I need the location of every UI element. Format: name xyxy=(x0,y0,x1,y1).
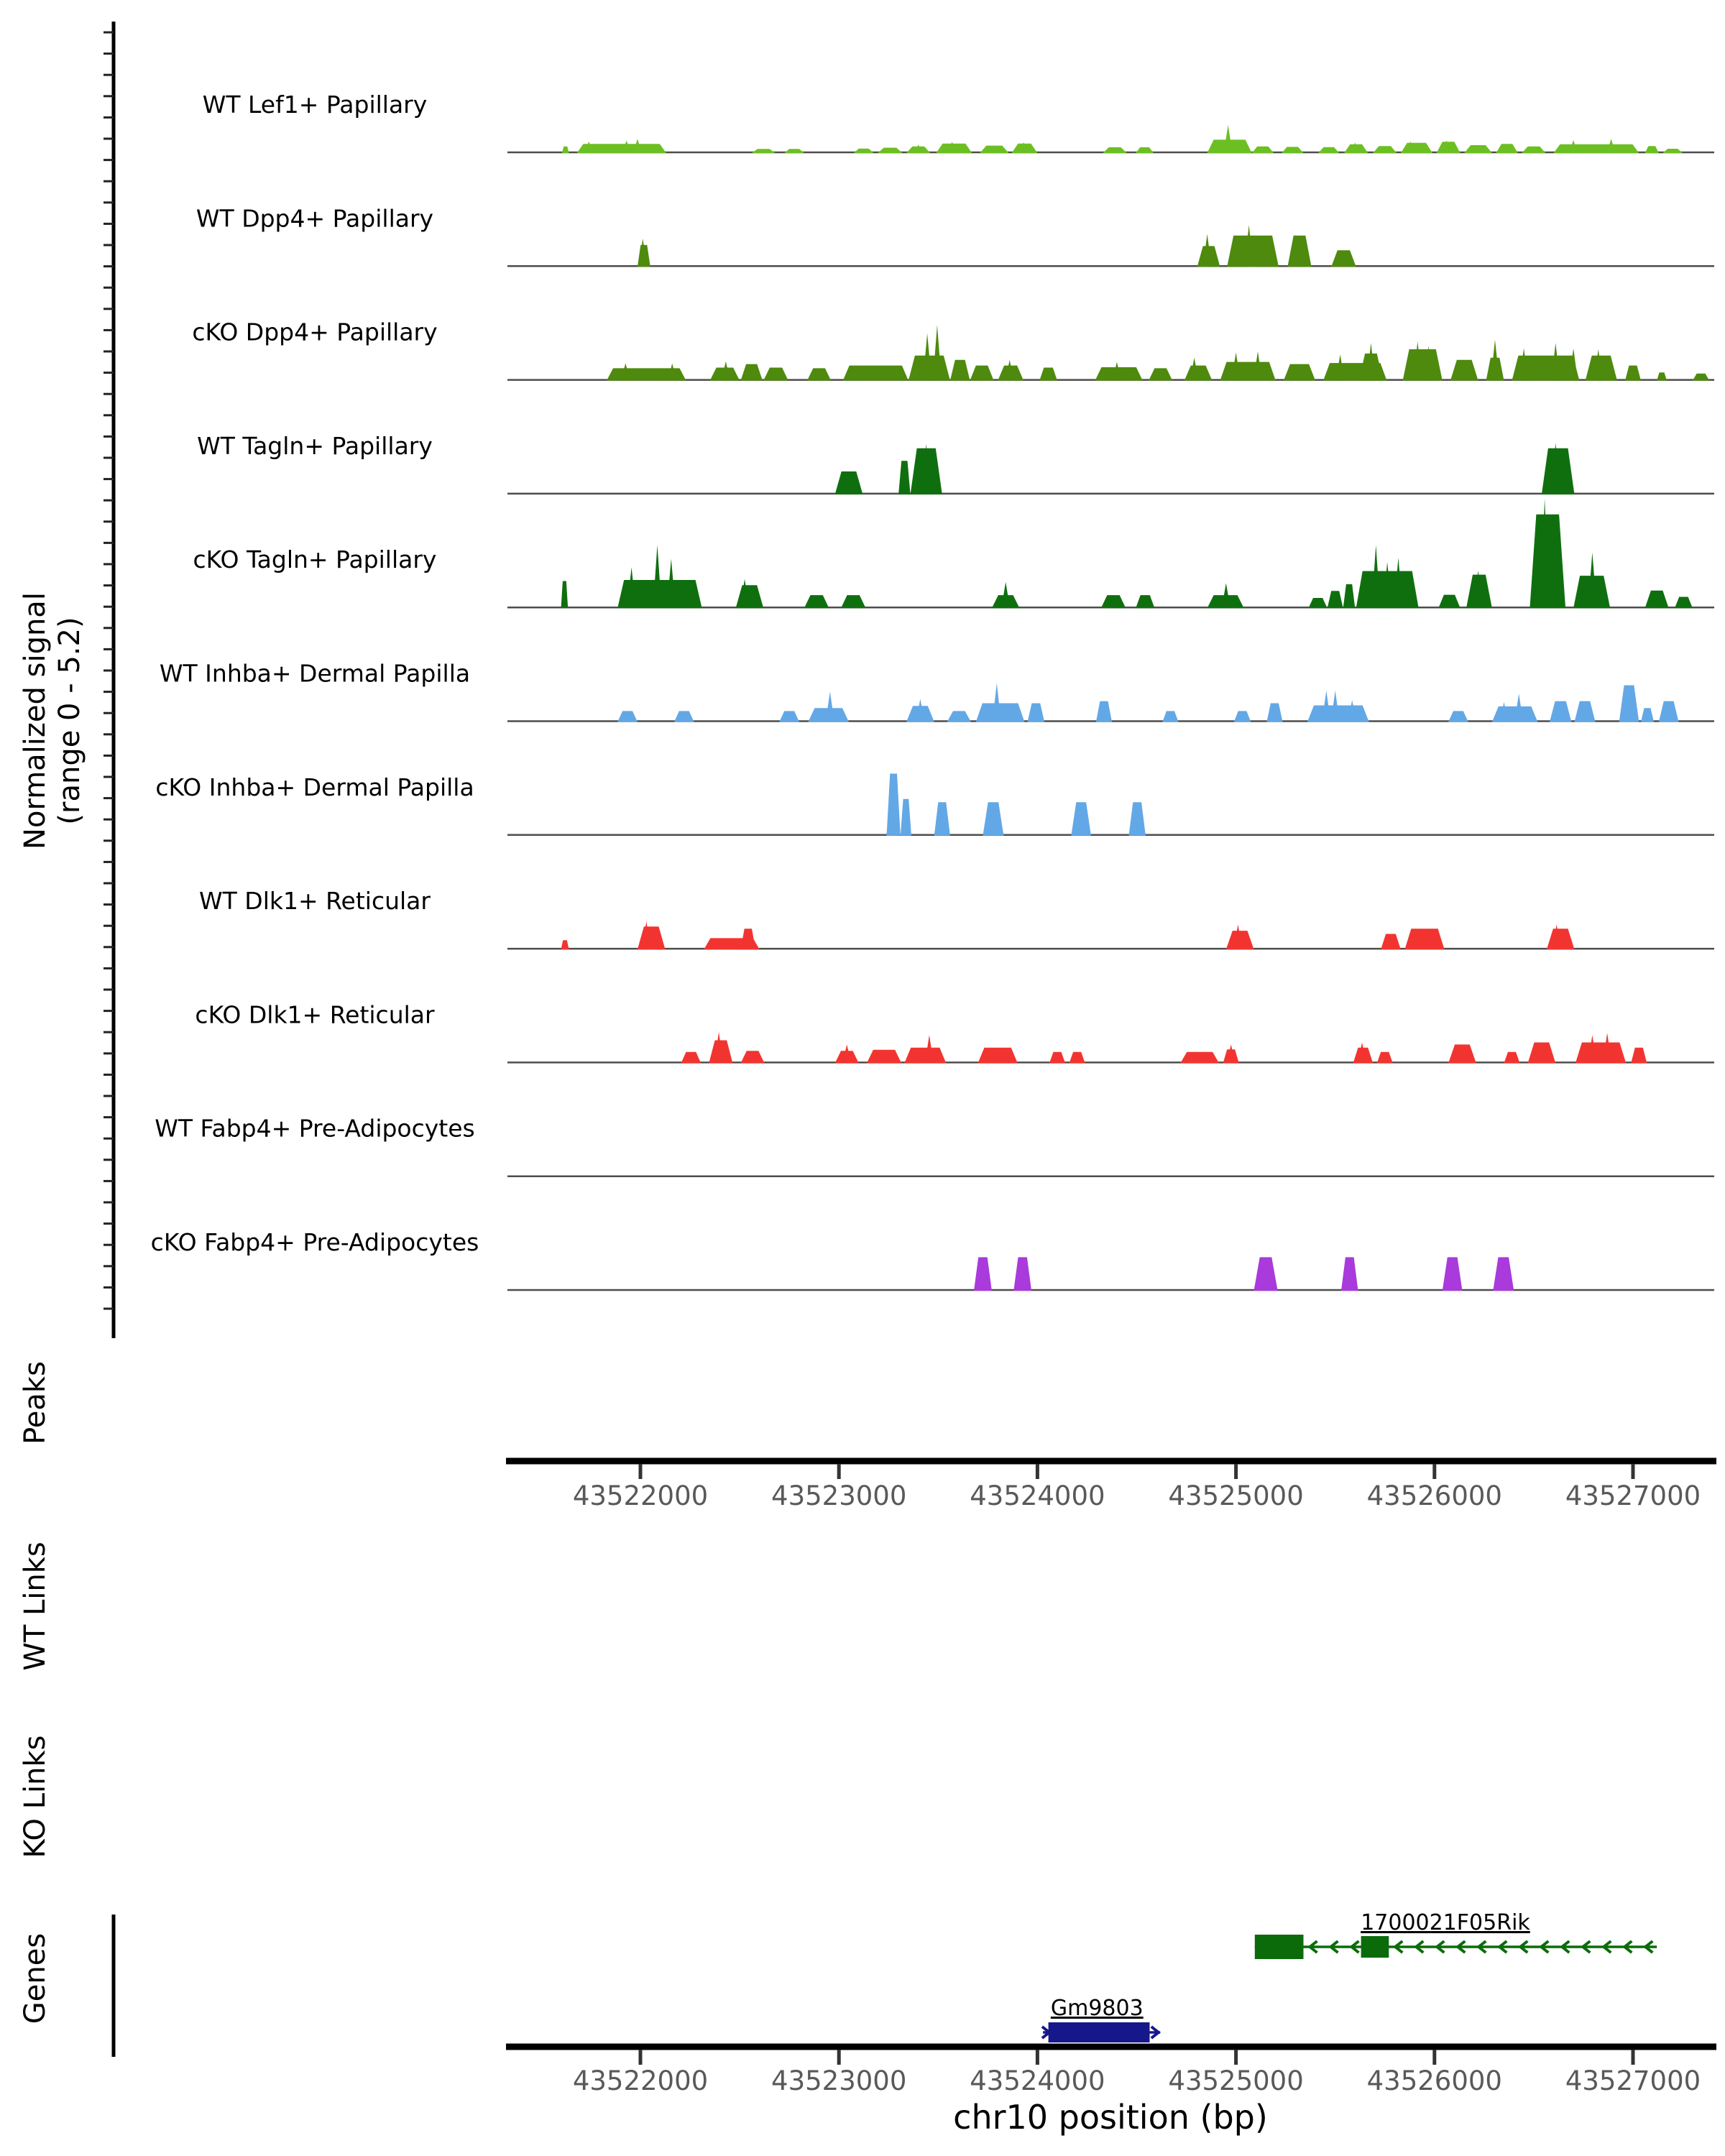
signal-area xyxy=(1331,250,1356,267)
signal-area xyxy=(1641,708,1654,722)
signal-area xyxy=(1180,1052,1219,1064)
signal-area xyxy=(854,149,874,153)
signal-area xyxy=(1184,366,1213,381)
section-label-peaks: Peaks xyxy=(19,1361,52,1445)
signal-area xyxy=(1448,711,1468,722)
peaks-position-axis xyxy=(506,1461,1716,1511)
x-axis-title: chr10 position (bp) xyxy=(953,2098,1268,2137)
track-label: cKO Tagln+ Papillary xyxy=(193,545,437,574)
signal-area xyxy=(1149,368,1172,380)
signal-area xyxy=(1625,366,1641,381)
track-label: WT Dpp4+ Papillary xyxy=(196,204,434,233)
track-label: cKO Dlk1+ Reticular xyxy=(195,1000,435,1029)
axis-tick-label: 43523000 xyxy=(771,1480,907,1511)
signal-area xyxy=(1284,364,1315,381)
signal-area xyxy=(1693,374,1709,381)
signal-area xyxy=(1328,591,1343,608)
signal-area xyxy=(843,366,908,381)
signal-area xyxy=(752,149,776,153)
signal-area xyxy=(1013,1257,1031,1291)
signal-area xyxy=(1547,929,1575,949)
section-label-ko-links: KO Links xyxy=(19,1735,52,1858)
gene-models xyxy=(1042,1910,1657,2042)
signal-area xyxy=(1103,147,1127,153)
signal-area xyxy=(1234,711,1251,722)
track-label: WT Lef1+ Papillary xyxy=(202,91,428,119)
signal-area xyxy=(1448,1044,1476,1063)
signal-area xyxy=(1266,704,1282,722)
signal-area xyxy=(741,364,763,381)
signal-area xyxy=(1443,1257,1463,1291)
signal-area xyxy=(1381,934,1401,950)
signal-area xyxy=(1631,1048,1647,1064)
axis-tick-label: 43523000 xyxy=(771,2065,907,2096)
signal-area xyxy=(1049,1052,1065,1064)
axis-tick-label: 43524000 xyxy=(970,2065,1105,2096)
signal-area xyxy=(1287,236,1311,267)
gene-exon xyxy=(1049,2022,1150,2042)
signal-track-wt-dlk1-reticular xyxy=(199,887,1714,949)
signal-spike xyxy=(1001,582,1010,608)
y-axis-label-line1: Normalized signal xyxy=(19,592,52,849)
signal-area xyxy=(779,711,799,722)
signal-tracks-y-axis xyxy=(104,22,114,1338)
gene-gm9803 xyxy=(1042,1996,1160,2042)
signal-area xyxy=(867,1050,901,1064)
signal-area xyxy=(1341,1257,1358,1291)
signal-area xyxy=(1438,595,1460,609)
signal-spike xyxy=(1224,125,1233,153)
signal-area xyxy=(898,461,911,494)
signal-area xyxy=(674,711,694,722)
section-label-wt-links: WT Links xyxy=(19,1542,52,1671)
signal-area xyxy=(974,1257,992,1291)
signal-area xyxy=(901,799,911,836)
signal-track-wt-lef1-papillary xyxy=(203,91,1714,153)
signal-area xyxy=(841,595,866,608)
signal-track-cko-dlk1-reticular xyxy=(195,1000,1714,1063)
signal-area xyxy=(1464,145,1492,153)
signal-area xyxy=(562,147,569,153)
signal-area xyxy=(1308,598,1327,608)
track-label: cKO Fabp4+ Pre-Adipocytes xyxy=(150,1228,479,1256)
signal-area xyxy=(1136,147,1154,153)
signal-area xyxy=(1575,701,1596,722)
signal-area xyxy=(1136,595,1154,608)
gene-label: 1700021F05Rik xyxy=(1361,1910,1530,1935)
signal-area xyxy=(1039,368,1057,381)
axis-tick-label: 43522000 xyxy=(572,1480,709,1511)
signal-area xyxy=(784,149,804,153)
signal-area xyxy=(736,585,764,608)
signal-area xyxy=(1493,1257,1514,1291)
signal-area xyxy=(1403,349,1443,381)
signal-track-wt-tagln-papillary xyxy=(197,432,1714,494)
chr10-position-axis xyxy=(506,2047,1716,2096)
signal-area xyxy=(763,368,788,381)
signal-area xyxy=(681,1052,702,1064)
signal-area xyxy=(1254,1257,1278,1291)
signal-area xyxy=(1101,595,1126,608)
signal-area xyxy=(970,366,994,381)
axis-tick-label: 43525000 xyxy=(1168,1480,1304,1511)
signal-area xyxy=(1343,584,1356,608)
gene-label: Gm9803 xyxy=(1050,1996,1144,2021)
signal-area xyxy=(950,360,970,381)
axis-tick-label: 43525000 xyxy=(1168,2065,1304,2096)
signal-tracks xyxy=(151,91,1714,1291)
signal-area xyxy=(1504,1052,1520,1064)
signal-area xyxy=(807,368,831,380)
signal-spike xyxy=(653,545,662,609)
signal-area xyxy=(1528,1043,1556,1064)
signal-area xyxy=(1282,147,1303,153)
signal-area xyxy=(1377,1052,1393,1064)
signal-area xyxy=(978,1048,1018,1064)
track-label: WT Tagln+ Papillary xyxy=(197,431,433,460)
y-axis-label-line2: (range 0 - 5.2) xyxy=(53,617,86,825)
signal-area xyxy=(904,1048,946,1064)
signal-area xyxy=(1645,146,1659,153)
signal-area xyxy=(741,929,756,949)
signal-area xyxy=(1318,147,1339,153)
signal-area xyxy=(1404,929,1444,949)
signal-area xyxy=(1373,146,1397,153)
signal-spike xyxy=(933,325,942,380)
signal-area xyxy=(1028,704,1045,722)
track-label: WT Dlk1+ Reticular xyxy=(199,887,431,916)
signal-area xyxy=(835,471,863,494)
gene-exon xyxy=(1255,1935,1304,1959)
signal-area xyxy=(1645,591,1669,609)
section-label-genes: Genes xyxy=(19,1932,52,2024)
signal-area xyxy=(983,802,1003,836)
signal-area xyxy=(741,1051,765,1063)
signal-area xyxy=(561,581,569,609)
signal-area xyxy=(1070,1052,1085,1064)
signal-area xyxy=(980,146,1008,153)
signal-area xyxy=(1450,360,1478,381)
signal-area xyxy=(1071,802,1091,836)
signal-area xyxy=(1675,597,1693,609)
track-label: cKO Inhba+ Dermal Papilla xyxy=(155,773,474,801)
signal-spike xyxy=(993,683,1001,722)
signal-track-wt-dpp4-papillary xyxy=(196,204,1714,267)
signal-area xyxy=(1492,706,1538,722)
axis-tick-label: 43526000 xyxy=(1366,1480,1502,1511)
signal-area xyxy=(1657,372,1667,380)
signal-spike xyxy=(826,691,834,722)
signal-area xyxy=(617,711,638,722)
signal-area xyxy=(947,711,971,722)
signal-area xyxy=(1662,149,1683,153)
signal-area xyxy=(561,940,569,949)
signal-area xyxy=(1576,1043,1626,1064)
axis-tick-label: 43522000 xyxy=(572,2065,709,2096)
signal-area xyxy=(934,802,950,836)
signal-area xyxy=(1619,686,1639,722)
signal-area xyxy=(1252,147,1274,153)
signal-area xyxy=(1129,802,1146,836)
signal-track-cko-inhba-dermal-papilla xyxy=(155,773,1714,836)
axis-tick-label: 43526000 xyxy=(1366,2065,1502,2096)
axis-tick-label: 43524000 xyxy=(970,1480,1105,1511)
track-label: WT Fabp4+ Pre-Adipocytes xyxy=(155,1114,475,1143)
signal-track-cko-fabp4-pre-adipocytes xyxy=(151,1228,1714,1291)
signal-area xyxy=(1220,362,1276,381)
signal-area xyxy=(804,595,829,608)
signal-track-cko-dpp4-papillary xyxy=(192,318,1714,381)
gene-1700021f05rik xyxy=(1255,1910,1657,1959)
track-label: cKO Dpp4+ Papillary xyxy=(192,318,438,346)
signal-area xyxy=(1522,147,1545,153)
signal-area xyxy=(1096,701,1112,722)
signal-track-wt-inhba-dermal-papilla xyxy=(160,660,1714,722)
signal-area xyxy=(1401,143,1432,153)
axis-tick-label: 43527000 xyxy=(1565,1480,1701,1511)
signal-area xyxy=(1659,701,1679,722)
track-label: WT Inhba+ Dermal Papilla xyxy=(159,659,471,688)
signal-area xyxy=(638,926,666,949)
signal-area xyxy=(1554,144,1639,153)
signal-area xyxy=(1550,701,1571,722)
signal-track-cko-tagln-papillary xyxy=(193,499,1714,608)
signal-area xyxy=(878,148,903,154)
signal-area xyxy=(1227,236,1279,267)
axis-tick-label: 43527000 xyxy=(1565,2065,1701,2096)
signal-area xyxy=(1496,144,1517,153)
gene-exon xyxy=(1361,1936,1389,1958)
signal-track-wt-fabp4-pre-adipocytes xyxy=(155,1115,1714,1176)
signal-area xyxy=(1162,711,1178,722)
